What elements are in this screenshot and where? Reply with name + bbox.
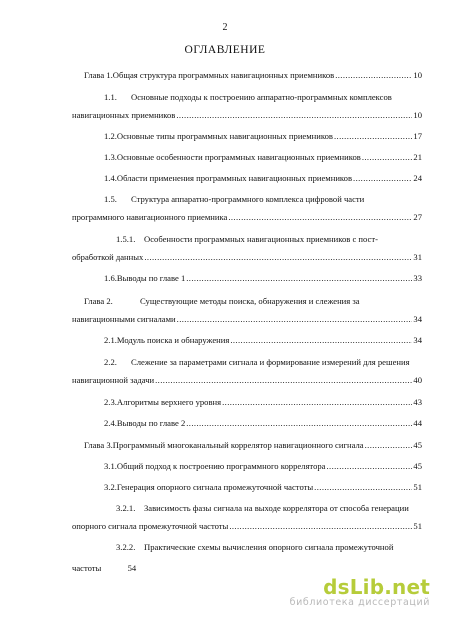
toc-entry-page: 10 xyxy=(413,110,422,120)
toc-entry-page: 34 xyxy=(413,314,422,324)
toc-entry-title: Общий подход к построению программного коррелятора xyxy=(116,461,326,471)
toc-entry-number: 3.1. xyxy=(104,461,117,471)
toc-entry-page: 45 xyxy=(413,440,422,450)
toc-entry-title: Слежение за параметрами сигнала и формирование измерений для решения xyxy=(131,357,410,367)
toc-entry-number: 2.3. xyxy=(104,397,117,407)
toc-leader-dots xyxy=(326,461,412,471)
toc-entry-page: 27 xyxy=(413,212,422,222)
watermark-subtitle: библиотека диссертаций xyxy=(289,597,430,608)
toc-entry-title: Модуль поиска и обнаружения xyxy=(116,335,230,345)
toc-entry-number: 2.2. xyxy=(104,357,117,367)
toc-entry-3-2-2-cont[interactable] xyxy=(72,563,136,573)
toc-entry-chapter-2-cont[interactable] xyxy=(72,314,422,324)
toc-entry-page: 10 xyxy=(413,70,422,80)
toc-entry-page: 45 xyxy=(413,461,422,471)
toc-leader-dots xyxy=(334,131,412,141)
toc-entry-1-2[interactable] xyxy=(104,131,422,141)
toc-entry-2-1[interactable] xyxy=(104,335,422,345)
toc-entry-title: Структура аппаратно-программного комплекса цифровой части xyxy=(131,194,365,204)
toc-entry-chapter-3[interactable] xyxy=(84,440,422,450)
toc-entry-number: 1.5.1. xyxy=(116,234,136,244)
toc-entry-1-5-1-cont[interactable] xyxy=(72,252,422,262)
toc-entry-1-5[interactable] xyxy=(104,194,422,204)
toc-entry-title: Общая структура программных навигационных приемников xyxy=(112,70,335,80)
toc-entry-3-1[interactable] xyxy=(104,461,422,471)
toc-entry-number: 1.2. xyxy=(104,131,117,141)
toc-entry-2-2[interactable] xyxy=(104,357,422,367)
toc-leader-dots xyxy=(155,375,412,385)
toc-leader-dots xyxy=(176,110,412,120)
toc-entry-title: Области применения программных навигационных приемников xyxy=(116,173,353,183)
toc-entry-title: Генерация опорного сигнала промежуточной частоты xyxy=(116,482,314,492)
toc-entry-title-continued: программного навигационного приемника xyxy=(72,212,228,222)
toc-leader-dots xyxy=(362,152,413,162)
toc-entry-number: 2.1. xyxy=(104,335,117,345)
toc-entry-title: Основные особенности программных навигационных приемников xyxy=(116,152,361,162)
toc-entry-1-3[interactable] xyxy=(104,152,422,162)
toc-entry-number: Глава 1. xyxy=(84,70,113,80)
toc-entry-number: 1.1. xyxy=(104,92,117,102)
toc-entry-number: 1.4. xyxy=(104,173,117,183)
toc-entry-page: 44 xyxy=(413,418,422,428)
toc-entry-chapter-2[interactable] xyxy=(84,296,422,306)
toc-entry-1-1[interactable] xyxy=(104,92,422,102)
toc-leader-dots xyxy=(186,418,412,428)
toc-entry-3-2[interactable] xyxy=(104,482,422,492)
toc-entry-1-5-1[interactable] xyxy=(116,234,422,244)
toc-entry-page: 24 xyxy=(413,173,422,183)
toc-entry-title: Выводы по главе 2 xyxy=(116,418,186,428)
toc-entry-number: Глава 2. xyxy=(84,296,113,306)
toc-leader-dots xyxy=(314,482,412,492)
toc-entry-chapter-1[interactable] xyxy=(84,70,422,80)
toc-entry-page: 40 xyxy=(413,375,422,385)
toc-entry-title: Существующие методы поиска, обнаружения и слежения за xyxy=(140,296,360,306)
toc-entry-title-continued: навигационными сигналами xyxy=(72,314,176,324)
toc-entry-2-3[interactable] xyxy=(104,397,422,407)
toc-entry-title-continued: частоты xyxy=(72,563,102,573)
toc-leader-dots xyxy=(186,273,412,283)
toc-entry-title: Практические схемы вычисления опорного сигнала промежуточной xyxy=(144,542,394,552)
toc-entry-2-2-cont[interactable] xyxy=(72,375,422,385)
toc-entry-number: Глава 3. xyxy=(84,440,113,450)
toc-entry-page: 17 xyxy=(413,131,422,141)
toc-entry-1-5-cont[interactable] xyxy=(72,212,422,222)
toc-entry-number: 1.6. xyxy=(104,273,117,283)
toc-entry-page: 21 xyxy=(413,152,422,162)
toc-leader-dots xyxy=(230,335,412,345)
toc-entry-title-continued: навигационной задачи xyxy=(72,375,155,385)
watermark xyxy=(260,575,430,609)
toc-entry-3-2-1[interactable] xyxy=(116,503,422,513)
toc-entry-title: Особенности программных навигационных приемников с пост- xyxy=(144,234,378,244)
toc-entry-1-4[interactable] xyxy=(104,173,422,183)
toc-entry-page: 51 xyxy=(413,482,422,492)
toc-entry-1-6[interactable] xyxy=(104,273,422,283)
toc-leader-dots xyxy=(177,314,413,324)
watermark-logo: dsLib.net xyxy=(323,575,430,599)
toc-entry-3-2-1-cont[interactable] xyxy=(72,521,422,531)
toc-entry-title-continued: опорного сигнала промежуточной частоты xyxy=(72,521,229,531)
toc-entry-page: 54 xyxy=(127,563,137,573)
toc-entry-title: Основные подходы к построению аппаратно-программных комплексов xyxy=(131,92,392,102)
toc-entry-title: Алгоритмы верхнего уровня xyxy=(116,397,222,407)
toc-leader-dots xyxy=(365,440,413,450)
toc-entry-3-2-2[interactable] xyxy=(116,542,422,552)
toc-entry-number: 3.2. xyxy=(104,482,117,492)
toc-entry-title: Программный многоканальный коррелятор навигационного сигнала xyxy=(112,440,364,450)
toc-heading: ОГЛАВЛЕНИЕ xyxy=(184,44,266,56)
toc-entry-number: 1.5. xyxy=(104,194,117,204)
toc-entry-title: Зависимость фазы сигнала на выходе коррелятора от способа генерации xyxy=(144,503,409,513)
toc-entry-page: 51 xyxy=(413,521,422,531)
toc-leader-dots xyxy=(228,212,412,222)
toc-leader-dots xyxy=(144,252,412,262)
toc-entry-title: Выводы по главе 1 xyxy=(116,273,186,283)
toc-leader-dots xyxy=(222,397,412,407)
toc-leader-dots xyxy=(229,521,412,531)
toc-entry-title-continued: обработкой данных xyxy=(72,252,144,262)
toc-entry-number: 1.3. xyxy=(104,152,117,162)
toc-entry-page: 33 xyxy=(413,273,422,283)
toc-entry-title: Основные типы программных навигационных приемников xyxy=(116,131,333,141)
toc-leader-dots xyxy=(335,70,412,80)
toc-entry-number: 3.2.1. xyxy=(116,503,136,513)
toc-entry-2-4[interactable] xyxy=(104,418,422,428)
page-number: 2 xyxy=(222,22,228,33)
toc-entry-number: 3.2.2. xyxy=(116,542,136,552)
toc-entry-page: 34 xyxy=(413,335,422,345)
toc-entry-page: 31 xyxy=(413,252,422,262)
toc-entry-1-1-cont[interactable] xyxy=(72,110,422,120)
toc-leader-dots xyxy=(353,173,412,183)
toc-entry-page: 43 xyxy=(413,397,422,407)
toc-entry-number: 2.4. xyxy=(104,418,117,428)
toc-entry-title-continued: навигационных приемников xyxy=(72,110,176,120)
